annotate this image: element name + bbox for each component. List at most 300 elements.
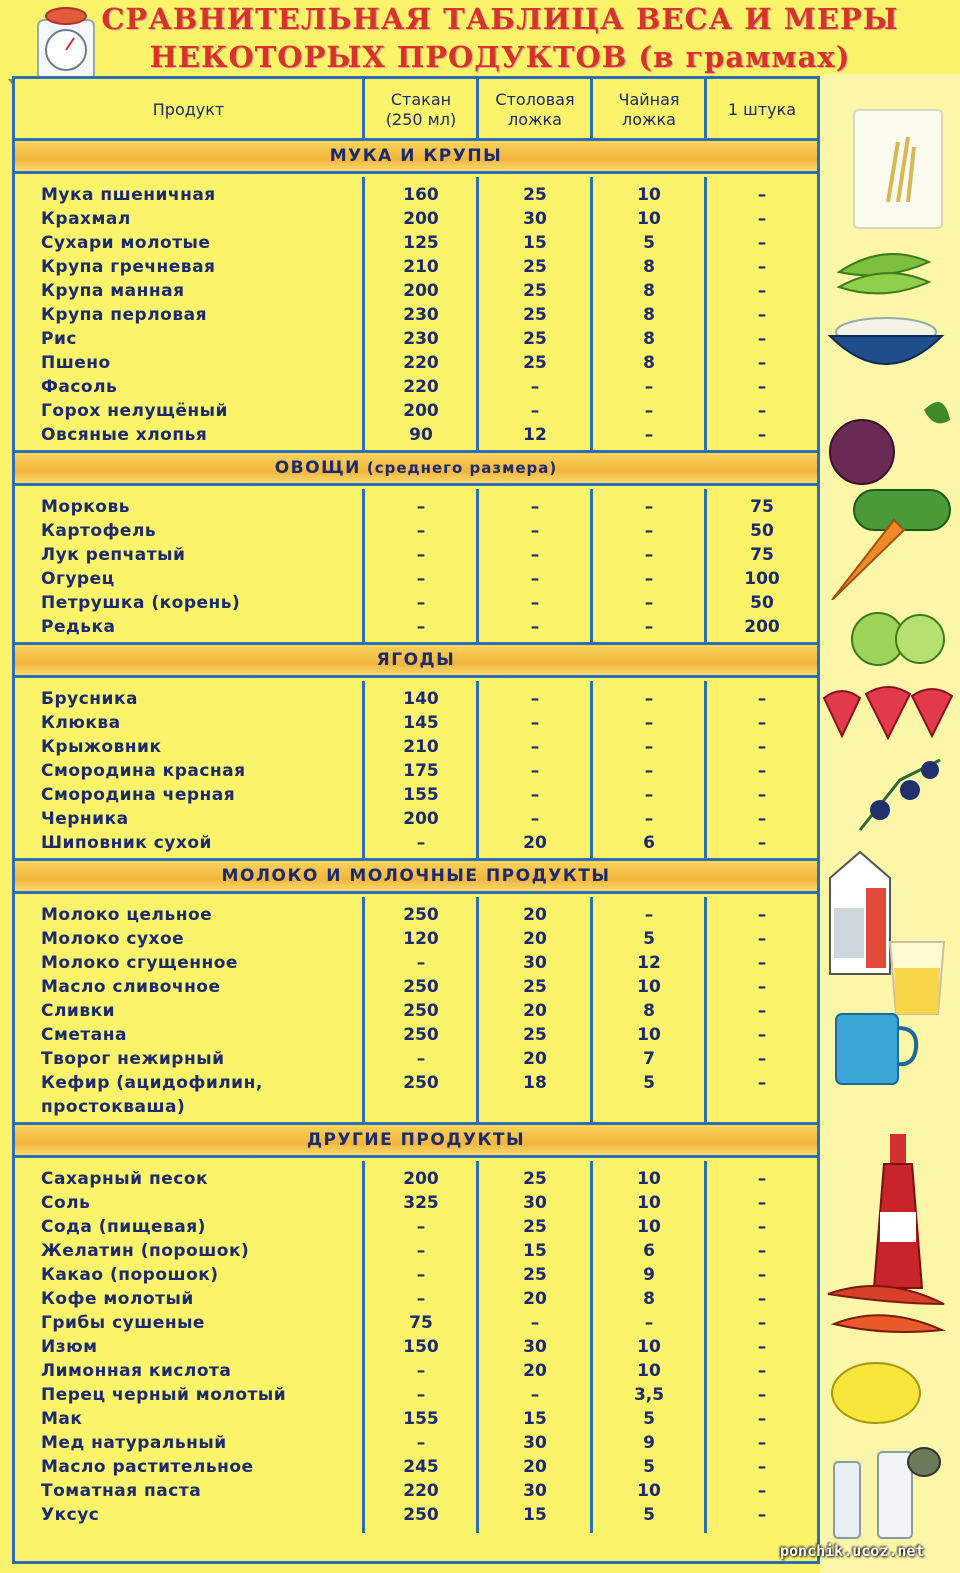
product-name: Петрушка (корень) [41,593,241,613]
product-name: Мука пшеничная [41,185,216,205]
product-name: Шиповник сухой [41,833,212,853]
cup-value: – [416,497,426,517]
piece-value: – [757,761,767,781]
piece-value: – [757,1505,767,1525]
cup-value: 250 [403,1505,439,1525]
tablespoon-value: – [530,1313,540,1333]
product-name: Крупа манная [41,281,185,301]
teaspoon-value: 5 [643,1505,655,1525]
cup-value: 155 [403,785,439,805]
cup-value: 150 [403,1337,439,1357]
piece-value: – [757,689,767,709]
table-row [15,255,817,279]
tablespoon-value: 30 [523,1193,547,1213]
table-row [15,207,817,231]
cup-value: 90 [409,425,433,445]
table-row [15,783,817,807]
cup-value: – [416,545,426,565]
product-name: Сливки [41,1001,116,1021]
tablespoon-value: – [530,1385,540,1405]
cup-value: – [416,617,426,637]
teaspoon-value: – [644,905,654,925]
grid-line [476,681,479,861]
teaspoon-value: – [644,377,654,397]
tablespoon-value: – [530,737,540,757]
table-row [15,1239,817,1263]
piece-value: – [757,1361,767,1381]
product-name: Фасоль [41,377,118,397]
teaspoon-value: 9 [643,1265,655,1285]
teaspoon-value: 8 [643,353,655,373]
tablespoon-value: 15 [523,233,547,253]
tablespoon-value: 25 [523,305,547,325]
teaspoon-value: 5 [643,1073,655,1093]
cup-value: 200 [403,809,439,829]
piece-value: 75 [750,545,774,565]
table-row [15,1263,817,1287]
tablespoon-value: 20 [523,1361,547,1381]
table-row [15,183,817,207]
rice-bowl-icon [826,312,946,376]
product-name: Смородина черная [41,785,236,805]
tablespoon-value: – [530,713,540,733]
section-title: МУКА И КРУПЫ [329,146,503,166]
cup-value: – [416,1289,426,1309]
grid-line [590,177,593,453]
weights-table [12,76,820,1564]
grid-line [704,897,707,1125]
table-row [15,303,817,327]
product-name: Огурец [41,569,115,589]
product-name: Мак [41,1409,83,1429]
tablespoon-value: – [530,569,540,589]
table-row [15,231,817,255]
cup-value: – [416,1265,426,1285]
tablespoon-value: 30 [523,1337,547,1357]
title-line-2: НЕКОТОРЫХ ПРОДУКТОВ (в граммах) [149,40,851,74]
cup-value: – [416,521,426,541]
cup-value: – [416,1217,426,1237]
piece-value: – [757,1001,767,1021]
section-title: ДРУГИЕ ПРОДУКТЫ [306,1130,526,1150]
piece-value: – [757,977,767,997]
table-row [15,759,817,783]
vegetables-icon [824,390,954,600]
cup-value: – [416,1361,426,1381]
section-title: МОЛОКО И МОЛОЧНЫЕ ПРОДУКТЫ [221,866,611,886]
grid-line [704,1161,707,1533]
grid-line [476,79,479,141]
teaspoon-value: 7 [643,1049,655,1069]
tablespoon-value: 25 [523,1169,547,1189]
cup-value: 155 [403,1409,439,1429]
tablespoon-value: – [530,761,540,781]
piece-value: – [757,1409,767,1429]
piece-value: – [757,833,767,853]
cup-value: – [416,1385,426,1405]
teaspoon-value: 8 [643,257,655,277]
tablespoon-value: 20 [523,1049,547,1069]
product-name: Грибы сушеные [41,1313,205,1333]
table-row [15,1167,817,1191]
teaspoon-value: 10 [637,185,661,205]
tablespoon-value: – [530,377,540,397]
teaspoon-value: 8 [643,1001,655,1021]
piece-value: – [757,353,767,373]
table-row [15,927,817,951]
table-row [15,1455,817,1479]
product-name: Пшено [41,353,111,373]
tablespoon-value: 12 [523,425,547,445]
salt-shaker-icon [828,1442,944,1542]
cup-value: – [416,833,426,853]
teaspoon-value: 8 [643,329,655,349]
cup-value: 325 [403,1193,439,1213]
teaspoon-value: 10 [637,209,661,229]
cup-value: 120 [403,929,439,949]
piece-value: – [757,1457,767,1477]
teaspoon-value: – [644,737,654,757]
teaspoon-value: 5 [643,1409,655,1429]
product-name: Крыжовник [41,737,162,757]
header-piece: 1 штука [727,100,797,119]
tablespoon-value: 20 [523,1457,547,1477]
piece-value: – [757,1049,767,1069]
product-name: Перец черный молотый [41,1385,287,1405]
cup-value: 250 [403,977,439,997]
cup-value: 200 [403,1169,439,1189]
piece-value: – [757,1025,767,1045]
strawberry-icon [820,680,956,740]
section-header [15,138,817,174]
teaspoon-value: – [644,689,654,709]
table-row [15,807,817,831]
product-name: Изюм [41,1337,98,1357]
header-teaspoon: Чайная ложка [618,90,680,129]
piece-value: – [757,1073,767,1093]
product-name: Овсяные хлопья [41,425,208,445]
table-row [15,1023,817,1047]
product-name: Смородина красная [41,761,246,781]
table-row [15,519,817,543]
cup-value: – [416,1241,426,1261]
tablespoon-value: 30 [523,1481,547,1501]
product-name: Лимонная кислота [41,1361,232,1381]
product-name: Кофе молотый [41,1289,194,1309]
tablespoon-value: 18 [523,1073,547,1093]
cup-value: 160 [403,185,439,205]
piece-value: – [757,953,767,973]
product-name: Мед натуральный [41,1433,227,1453]
header-tablespoon: Столовая ложка [495,90,575,129]
teaspoon-value: 5 [643,1457,655,1477]
product-name: Крахмал [41,209,131,229]
cup-value: – [416,1433,426,1453]
teaspoon-value: – [644,545,654,565]
teaspoon-value: 10 [637,1361,661,1381]
header-product: Продукт [152,100,225,119]
piece-value: – [757,305,767,325]
chili-pepper-icon [824,1274,950,1344]
section-title: ЯГОДЫ [376,650,456,670]
teaspoon-value: 12 [637,953,661,973]
tablespoon-value: – [530,617,540,637]
section-header [15,858,817,894]
grid-line [362,489,365,645]
table-row [15,951,817,975]
teaspoon-value: 3,5 [633,1385,665,1405]
product-name: Творог нежирный [41,1049,225,1069]
tablespoon-value: 15 [523,1241,547,1261]
piece-value: – [757,905,767,925]
piece-value: – [757,1289,767,1309]
tablespoon-value: 25 [523,977,547,997]
product-name: Лук репчатый [41,545,186,565]
grid-line [704,489,707,645]
cup-value: 125 [403,233,439,253]
product-name: Горох нелущёный [41,401,228,421]
teaspoon-value: 10 [637,1193,661,1213]
tablespoon-value: 25 [523,185,547,205]
grid-line [590,489,593,645]
product-name: Черника [41,809,129,829]
tablespoon-value: 15 [523,1505,547,1525]
teaspoon-value: – [644,761,654,781]
product-name: Крупа перловая [41,305,208,325]
grid-line [362,177,365,453]
cup-value: 200 [403,209,439,229]
piece-value: – [757,401,767,421]
teaspoon-value: – [644,809,654,829]
tablespoon-value: 25 [523,1217,547,1237]
tablespoon-value: 30 [523,209,547,229]
piece-value: – [757,185,767,205]
cup-value: 175 [403,761,439,781]
piece-value: – [757,1265,767,1285]
table-row [15,1479,817,1503]
piece-value: 50 [750,593,774,613]
grid-line [590,897,593,1125]
table-row [15,1407,817,1431]
teaspoon-value: 10 [637,977,661,997]
piece-value: 50 [750,521,774,541]
tablespoon-value: 25 [523,329,547,349]
tablespoon-value: – [530,689,540,709]
grid-line [590,1161,593,1533]
table-row [15,423,817,447]
table-row [15,1503,817,1527]
cup-value: 250 [403,1025,439,1045]
title-line-1: СРАВНИТЕЛЬНАЯ ТАБЛИЦА ВЕСА И МЕРЫ [101,2,899,36]
teaspoon-value: – [644,497,654,517]
product-name: Молоко сухое [41,929,185,949]
tablespoon-value: – [530,785,540,805]
juice-glass-icon [884,938,950,1018]
table-row [15,495,817,519]
product-name: Рис [41,329,77,349]
product-name: Сметана [41,1025,127,1045]
piece-value: – [757,1313,767,1333]
product-name: Молоко цельное [41,905,213,925]
teaspoon-value: 8 [643,281,655,301]
product-name: Сода (пищевая) [41,1217,206,1237]
piece-value: 75 [750,497,774,517]
header-cup: Стакан (250 мл) [385,90,457,129]
piece-value: – [757,1337,767,1357]
product-name: Томатная паста [41,1481,202,1501]
table-row [15,351,817,375]
teaspoon-value: – [644,1313,654,1333]
teaspoon-value: 10 [637,1169,661,1189]
grid-line [362,1161,365,1533]
tablespoon-value: 20 [523,1289,547,1309]
tablespoon-value: – [530,497,540,517]
watermark: ponchik.ucoz.net [780,1542,925,1560]
teaspoon-value: – [644,713,654,733]
table-row [15,1287,817,1311]
product-name: Сухари молотые [41,233,211,253]
piece-value: – [757,1169,767,1189]
table-row [15,1215,817,1239]
piece-value: – [757,785,767,805]
grid-line [362,681,365,861]
table-row [15,975,817,999]
cup-value: 200 [403,281,439,301]
teaspoon-value: 6 [643,833,655,853]
product-name: Масло растительное [41,1457,254,1477]
table-row [15,1359,817,1383]
cup-value: 230 [403,329,439,349]
teaspoon-value: 10 [637,1217,661,1237]
product-name: Молоко сгущенное [41,953,238,973]
cup-value: 250 [403,1073,439,1093]
cup-value: 145 [403,713,439,733]
table-row [15,1431,817,1455]
table-row [15,615,817,639]
table-row [15,591,817,615]
product-name: Брусника [41,689,138,709]
cup-value: – [416,569,426,589]
teaspoon-value: 9 [643,1433,655,1453]
product-name: Масло сливочное [41,977,221,997]
teaspoon-value: 5 [643,233,655,253]
piece-value: – [757,257,767,277]
table-row [15,903,817,927]
section-title: ОВОЩИ [274,458,361,478]
teaspoon-value: 8 [643,305,655,325]
piece-value: – [757,1193,767,1213]
cup-value: 140 [403,689,439,709]
cup-value: 250 [403,905,439,925]
cup-value: 210 [403,257,439,277]
grid-line [476,489,479,645]
teaspoon-value: – [644,617,654,637]
grid-line [704,177,707,453]
teaspoon-value: 10 [637,1337,661,1357]
piece-value: – [757,425,767,445]
table-row [15,1311,817,1335]
grid-line [704,681,707,861]
piece-value: – [757,1433,767,1453]
grid-line [704,79,707,141]
product-name: Клюква [41,713,121,733]
tablespoon-value: – [530,401,540,421]
tablespoon-value: – [530,545,540,565]
section-header [15,1122,817,1158]
product-name: Соль [41,1193,91,1213]
cup-value: 245 [403,1457,439,1477]
piece-value: – [757,209,767,229]
cup-value: 230 [403,305,439,325]
piece-value: – [757,809,767,829]
teaspoon-value: 8 [643,1289,655,1309]
tablespoon-value: 30 [523,1433,547,1453]
peas-icon [834,242,934,302]
teaspoon-value: – [644,593,654,613]
wheat-bag-icon [848,102,948,232]
cup-value: 210 [403,737,439,757]
cup-value: 200 [403,401,439,421]
piece-value: – [757,1385,767,1405]
table-row [15,831,817,855]
table-header [15,79,817,141]
product-name: Крупа гречневая [41,257,216,277]
tablespoon-value: – [530,593,540,613]
tablespoon-value: 15 [523,1409,547,1429]
teaspoon-value: 6 [643,1241,655,1261]
piece-value: 200 [744,617,780,637]
piece-value: – [757,233,767,253]
tablespoon-value: 25 [523,353,547,373]
piece-value: – [757,329,767,349]
piece-value: – [757,1241,767,1261]
grid-line [476,897,479,1125]
table-row [15,1191,817,1215]
cup-value: 220 [403,1481,439,1501]
product-name: Картофель [41,521,157,541]
table-row [15,543,817,567]
tablespoon-value: 20 [523,833,547,853]
product-name: Какао (порошок) [41,1265,219,1285]
table-row [15,327,817,351]
table-row [15,711,817,735]
piece-value: – [757,1481,767,1501]
table-row [15,399,817,423]
tablespoon-value: 25 [523,1265,547,1285]
milk-mug-icon [830,1008,920,1088]
product-name: Желатин (порошок) [41,1241,250,1261]
grid-line [476,177,479,453]
tablespoon-value: 30 [523,953,547,973]
cup-value: – [416,593,426,613]
grid-line [590,79,593,141]
product-name: Сахарный песок [41,1169,209,1189]
teaspoon-value: – [644,425,654,445]
table-row [15,279,817,303]
teaspoon-value: 5 [643,929,655,949]
table-row [15,687,817,711]
page-title [100,0,900,76]
piece-value: – [757,713,767,733]
product-name: Кефир (ацидофилин, простокваша) [41,1073,263,1117]
piece-value: – [757,377,767,397]
blueberry-icon [840,750,950,840]
product-name: Уксус [41,1505,100,1525]
ketchup-bottle-icon [868,1132,928,1292]
cup-value: 220 [403,377,439,397]
cup-value: 220 [403,353,439,373]
tablespoon-value: 25 [523,281,547,301]
